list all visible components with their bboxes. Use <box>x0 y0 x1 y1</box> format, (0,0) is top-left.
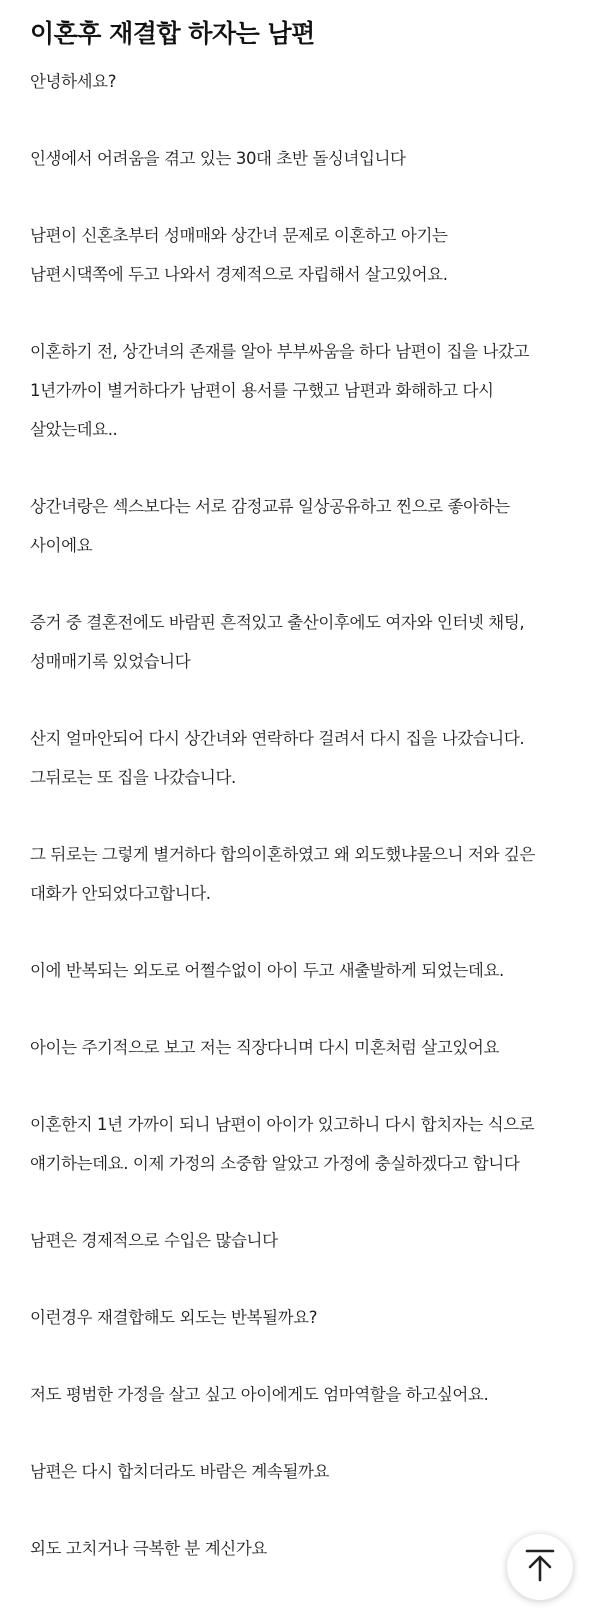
paragraph-line: 이런경우 재결합해도 외도는 반복될까요? <box>30 1308 318 1327</box>
paragraph-line: 이에 반복되는 외도로 어쩔수없이 아이 두고 새출발하게 되었는데요. <box>30 961 504 980</box>
post-paragraph <box>30 487 585 565</box>
post-paragraph <box>30 62 585 101</box>
post-paragraph <box>30 1105 585 1183</box>
paragraph-line: 성매매기록 있었습니다 <box>30 652 191 671</box>
post-paragraph <box>30 1298 585 1337</box>
paragraph-line: 그 뒤로는 그렇게 별거하다 합의이혼하였고 왜 외도했냐물으니 저와 깊은 <box>30 845 535 864</box>
post-paragraph <box>30 951 585 990</box>
post-paragraph <box>30 1028 585 1067</box>
post-paragraph <box>30 216 585 294</box>
paragraph-line: 1년가까이 별거하다가 남편이 용서를 구했고 남편과 화해하고 다시 <box>30 381 494 400</box>
paragraph-line: 남편시댁쪽에 두고 나와서 경제적으로 자립해서 살고있어요. <box>30 265 448 284</box>
paragraph-line: 대화가 안되었다고합니다. <box>30 884 211 903</box>
paragraph-line: 아이는 주기적으로 보고 저는 직장다니며 다시 미혼처럼 살고있어요 <box>30 1038 500 1057</box>
post-paragraph <box>30 1452 585 1491</box>
paragraph-line: 남편은 경제적으로 수입은 많습니다 <box>30 1231 278 1250</box>
post-paragraph <box>30 1375 585 1414</box>
paragraph-line: 증거 중 결혼전에도 바람핀 흔적있고 출산이후에도 여자와 인터넷 채팅, <box>30 613 525 632</box>
post-paragraph <box>30 139 585 178</box>
paragraph-line: 외도 고치거나 극복한 분 계신가요 <box>30 1539 267 1558</box>
paragraph-line: 산지 얼마안되어 다시 상간녀와 연락하다 걸려서 다시 집을 나갔습니다. <box>30 729 525 748</box>
post-paragraph <box>30 603 585 681</box>
paragraph-line: 저도 평범한 가정을 살고 싶고 아이에게도 엄마역할을 하고싶어요. <box>30 1385 489 1404</box>
paragraph-line: 상간녀랑은 섹스보다는 서로 감정교류 일상공유하고 찐으로 좋아하는 <box>30 497 510 516</box>
paragraph-line: 사이에요 <box>30 536 93 555</box>
paragraph-line: 그뒤로는 또 집을 나갔습니다. <box>30 768 236 787</box>
paragraph-line: 남편은 다시 합치더라도 바람은 계속될까요 <box>30 1462 330 1481</box>
paragraph-line: 살았는데요.. <box>30 420 118 439</box>
paragraph-line: 이혼하기 전, 상간녀의 존재를 알아 부부싸움을 하다 남편이 집을 나갔고 <box>30 342 530 361</box>
paragraph-line: 안녕하세요? <box>30 72 117 91</box>
arrow-up-to-line-icon <box>525 1548 555 1586</box>
post-paragraph <box>30 332 585 449</box>
paragraph-line: 얘기하는데요. 이제 가정의 소중함 알았고 가정에 충실하겠다고 합니다 <box>30 1154 520 1173</box>
post-paragraph <box>30 719 585 797</box>
post-title: 이혼후 재결합 하자는 남편 <box>30 19 315 48</box>
post-paragraph <box>30 835 585 913</box>
scroll-to-top-button[interactable] <box>507 1534 573 1600</box>
paragraph-line: 남편이 신혼초부터 성매매와 상간녀 문제로 이혼하고 아기는 <box>30 226 448 245</box>
post-paragraph <box>30 1529 585 1568</box>
post-body <box>30 62 585 1606</box>
post-paragraph <box>30 1221 585 1260</box>
paragraph-line: 인생에서 어려움을 겪고 있는 30대 초반 돌싱녀입니다 <box>30 149 406 168</box>
paragraph-line: 이혼한지 1년 가까이 되니 남편이 아이가 있고하니 다시 합치자는 식으로 <box>30 1115 535 1134</box>
